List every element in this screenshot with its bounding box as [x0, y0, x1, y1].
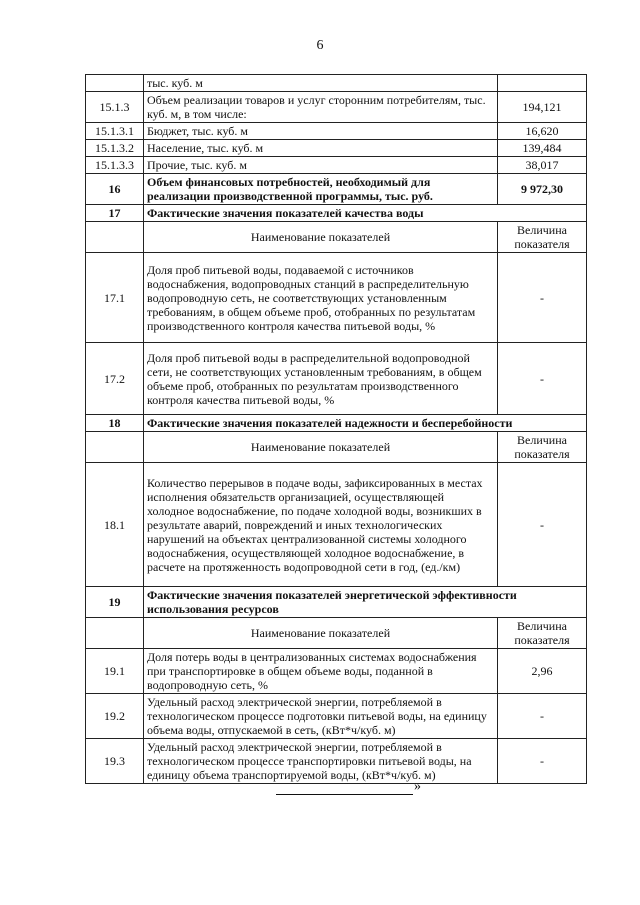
- row-number: 15.1.3.2: [86, 140, 144, 157]
- indicator-value: 38,017: [498, 157, 587, 174]
- indicator-description: Доля потерь воды в централизованных системах водоснабжения при транспортировке в общем объеме воды, поданной в водопроводную сеть, %: [144, 649, 498, 694]
- section-number: 17: [86, 205, 144, 222]
- table-row: [86, 123, 587, 140]
- row-number: 15.1.3: [86, 92, 144, 123]
- indicator-description: Удельный расход электрической энергии, потребляемой в технологическом процессе подготовки питьевой воды, на единицу объема воды, отпускаемой в сеть, (кВт*ч/куб. м): [144, 694, 498, 739]
- table-row: [86, 253, 587, 343]
- indicator-value: -: [498, 343, 587, 415]
- table-row: [86, 463, 587, 587]
- column-header-name: Наименование показателей: [144, 432, 498, 463]
- row-number: 19.1: [86, 649, 144, 694]
- empty-cell: [86, 432, 144, 463]
- indicator-value: -: [498, 694, 587, 739]
- indicator-value: [498, 75, 587, 92]
- row-number: 17.1: [86, 253, 144, 343]
- section-number: 18: [86, 415, 144, 432]
- row-number: 15.1.3.3: [86, 157, 144, 174]
- table-row: [86, 649, 587, 694]
- section-title: Фактические значения показателей надежности и бесперебойности: [144, 415, 587, 432]
- indicator-value: 2,96: [498, 649, 587, 694]
- indicator-value: -: [498, 253, 587, 343]
- indicator-value: 139,484: [498, 140, 587, 157]
- table-row: [86, 587, 587, 618]
- page-number: 6: [316, 38, 324, 53]
- indicator-description: Доля проб питьевой воды, подаваемой с источников водоснабжения, водопроводных станций в распределительную водопроводную сеть, не соответствующих установленным требованиям, в общем объеме проб, отобранных по результатам производственного контроля качества питьевой воды, %: [144, 253, 498, 343]
- indicator-description: Прочие, тыс. куб. м: [144, 157, 498, 174]
- section-title: Фактические значения показателей качества воды: [144, 205, 587, 222]
- indicator-description: Население, тыс. куб. м: [144, 140, 498, 157]
- table-row: [86, 205, 587, 222]
- indicator-description: тыс. куб. м: [144, 75, 498, 92]
- indicator-description: Доля проб питьевой воды в распределительной водопроводной сети, не соответствующих установленным требованиям, в общем объеме проб, отобранных по результатам производственного контроля качества питьевой воды, %: [144, 343, 498, 415]
- table-row: [86, 618, 587, 649]
- column-header-name: Наименование показателей: [144, 222, 498, 253]
- indicator-description: Бюджет, тыс. куб. м: [144, 123, 498, 140]
- table-row: [86, 415, 587, 432]
- indicator-value: 194,121: [498, 92, 587, 123]
- row-number: 19.3: [86, 739, 144, 784]
- table-row: [86, 140, 587, 157]
- column-header-name: Наименование показателей: [144, 618, 498, 649]
- row-number: 15.1.3.1: [86, 123, 144, 140]
- table-row: [86, 157, 587, 174]
- table-row: [86, 174, 587, 205]
- table-row: [86, 343, 587, 415]
- row-number: 16: [86, 174, 144, 205]
- indicator-description: Объем финансовых потребностей, необходимый для реализации производственной программы, тыс. руб.: [144, 174, 498, 205]
- table-row: [86, 694, 587, 739]
- column-header-value: Величина показателя: [498, 618, 587, 649]
- row-number: 18.1: [86, 463, 144, 587]
- table-row: [86, 222, 587, 253]
- section-title: Фактические значения показателей энергетической эффективности использования ресурсов: [144, 587, 587, 618]
- indicators-table: [85, 74, 587, 784]
- indicator-value: 9 972,30: [498, 174, 587, 205]
- row-number: 19.2: [86, 694, 144, 739]
- column-header-value: Величина показателя: [498, 222, 587, 253]
- row-number: [86, 75, 144, 92]
- indicator-value: -: [498, 463, 587, 587]
- table-row: [86, 92, 587, 123]
- indicator-description: Удельный расход электрической энергии, потребляемой в технологическом процессе транспортировки питьевой воды, на единицу объема транспортируемой воды, (кВт*ч/куб. м): [144, 739, 498, 784]
- empty-cell: [86, 222, 144, 253]
- section-number: 19: [86, 587, 144, 618]
- table-body: [86, 75, 587, 784]
- column-header-value: Величина показателя: [498, 432, 587, 463]
- indicator-value: -: [498, 739, 587, 784]
- indicator-value: 16,620: [498, 123, 587, 140]
- footer-line: [276, 794, 413, 795]
- footer-quote: »: [414, 779, 421, 794]
- row-number: 17.2: [86, 343, 144, 415]
- table-row: [86, 75, 587, 92]
- empty-cell: [86, 618, 144, 649]
- table-row: [86, 739, 587, 784]
- indicator-description: Количество перерывов в подаче воды, зафиксированных в местах исполнения обязательств организацией, осуществляющей холодное водоснабжение, по подаче холодной воды, возникших в результате аварий, повреждений и иных технологических нарушений на объектах централизованной системы холодного водоснабжения, осуществляющей холодное водоснабжение, в расчете на протяженность водопроводной сети в год, (ед./км): [144, 463, 498, 587]
- table-row: [86, 432, 587, 463]
- indicator-description: Объем реализации товаров и услуг сторонним потребителям, тыс. куб. м, в том числе:: [144, 92, 498, 123]
